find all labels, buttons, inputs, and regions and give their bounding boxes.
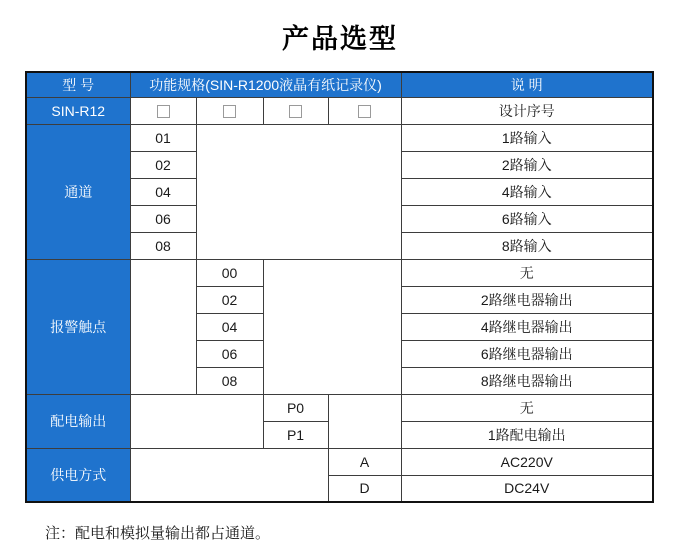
empty-spacer-cell [130,448,328,502]
code-cell: 02 [130,151,196,178]
desc-cell: 无 [401,259,653,286]
col-header-desc: 说 明 [401,72,653,97]
empty-spacer-cell [263,259,401,394]
product-selection-table [25,71,654,503]
desc-cell: 8路输入 [401,232,653,259]
code-cell: A [328,448,401,475]
footnote: 注：配电和模拟量输出都占通道。 [45,525,271,542]
desc-cell: AC220V [401,448,653,475]
code-cell: P1 [263,421,328,448]
section-label-alarm-contacts: 报警触点 [26,259,130,394]
code-cell: 01 [130,124,196,151]
empty-spacer-cell [130,259,196,394]
table-header-row [26,72,653,97]
code-cell: 02 [196,286,263,313]
model-name-cell: SIN-R12 [26,97,130,124]
table-row [26,448,653,475]
code-cell: 00 [196,259,263,286]
col-header-spec: 功能规格(SIN-R1200液晶有纸记录仪) [130,72,401,97]
section-label-power-supply: 供电方式 [26,448,130,502]
table-row [26,394,653,421]
code-cell: P0 [263,394,328,421]
desc-cell: 4路继电器输出 [401,313,653,340]
code-cell: 06 [196,340,263,367]
digit-placeholder-cell [130,97,196,124]
model-row [26,97,653,124]
desc-cell: 无 [401,394,653,421]
desc-cell: DC24V [401,475,653,502]
empty-spacer-cell [328,394,401,448]
col-header-model: 型 号 [26,72,130,97]
desc-cell: 6路输入 [401,205,653,232]
code-cell: D [328,475,401,502]
code-cell: 04 [130,178,196,205]
empty-spacer-cell [130,394,263,448]
desc-cell: 1路输入 [401,124,653,151]
desc-cell: 2路输入 [401,151,653,178]
section-label-distribution-output: 配电输出 [26,394,130,448]
code-cell: 08 [130,232,196,259]
code-cell: 04 [196,313,263,340]
empty-spacer-cell [196,124,401,259]
checkbox-square-icon [289,105,302,118]
table-row [26,259,653,286]
section-label-channels: 通道 [26,124,130,259]
desc-cell: 1路配电输出 [401,421,653,448]
digit-placeholder-cell [328,97,401,124]
checkbox-square-icon [358,105,371,118]
desc-cell: 2路继电器输出 [401,286,653,313]
checkbox-square-icon [223,105,236,118]
desc-cell: 6路继电器输出 [401,340,653,367]
desc-cell: 8路继电器输出 [401,367,653,394]
table-row [26,124,653,151]
model-desc-cell: 设计序号 [401,97,653,124]
code-cell: 06 [130,205,196,232]
code-cell: 08 [196,367,263,394]
digit-placeholder-cell [263,97,328,124]
digit-placeholder-cell [196,97,263,124]
desc-cell: 4路输入 [401,178,653,205]
page-title: 产品选型 [282,24,398,54]
checkbox-square-icon [157,105,170,118]
